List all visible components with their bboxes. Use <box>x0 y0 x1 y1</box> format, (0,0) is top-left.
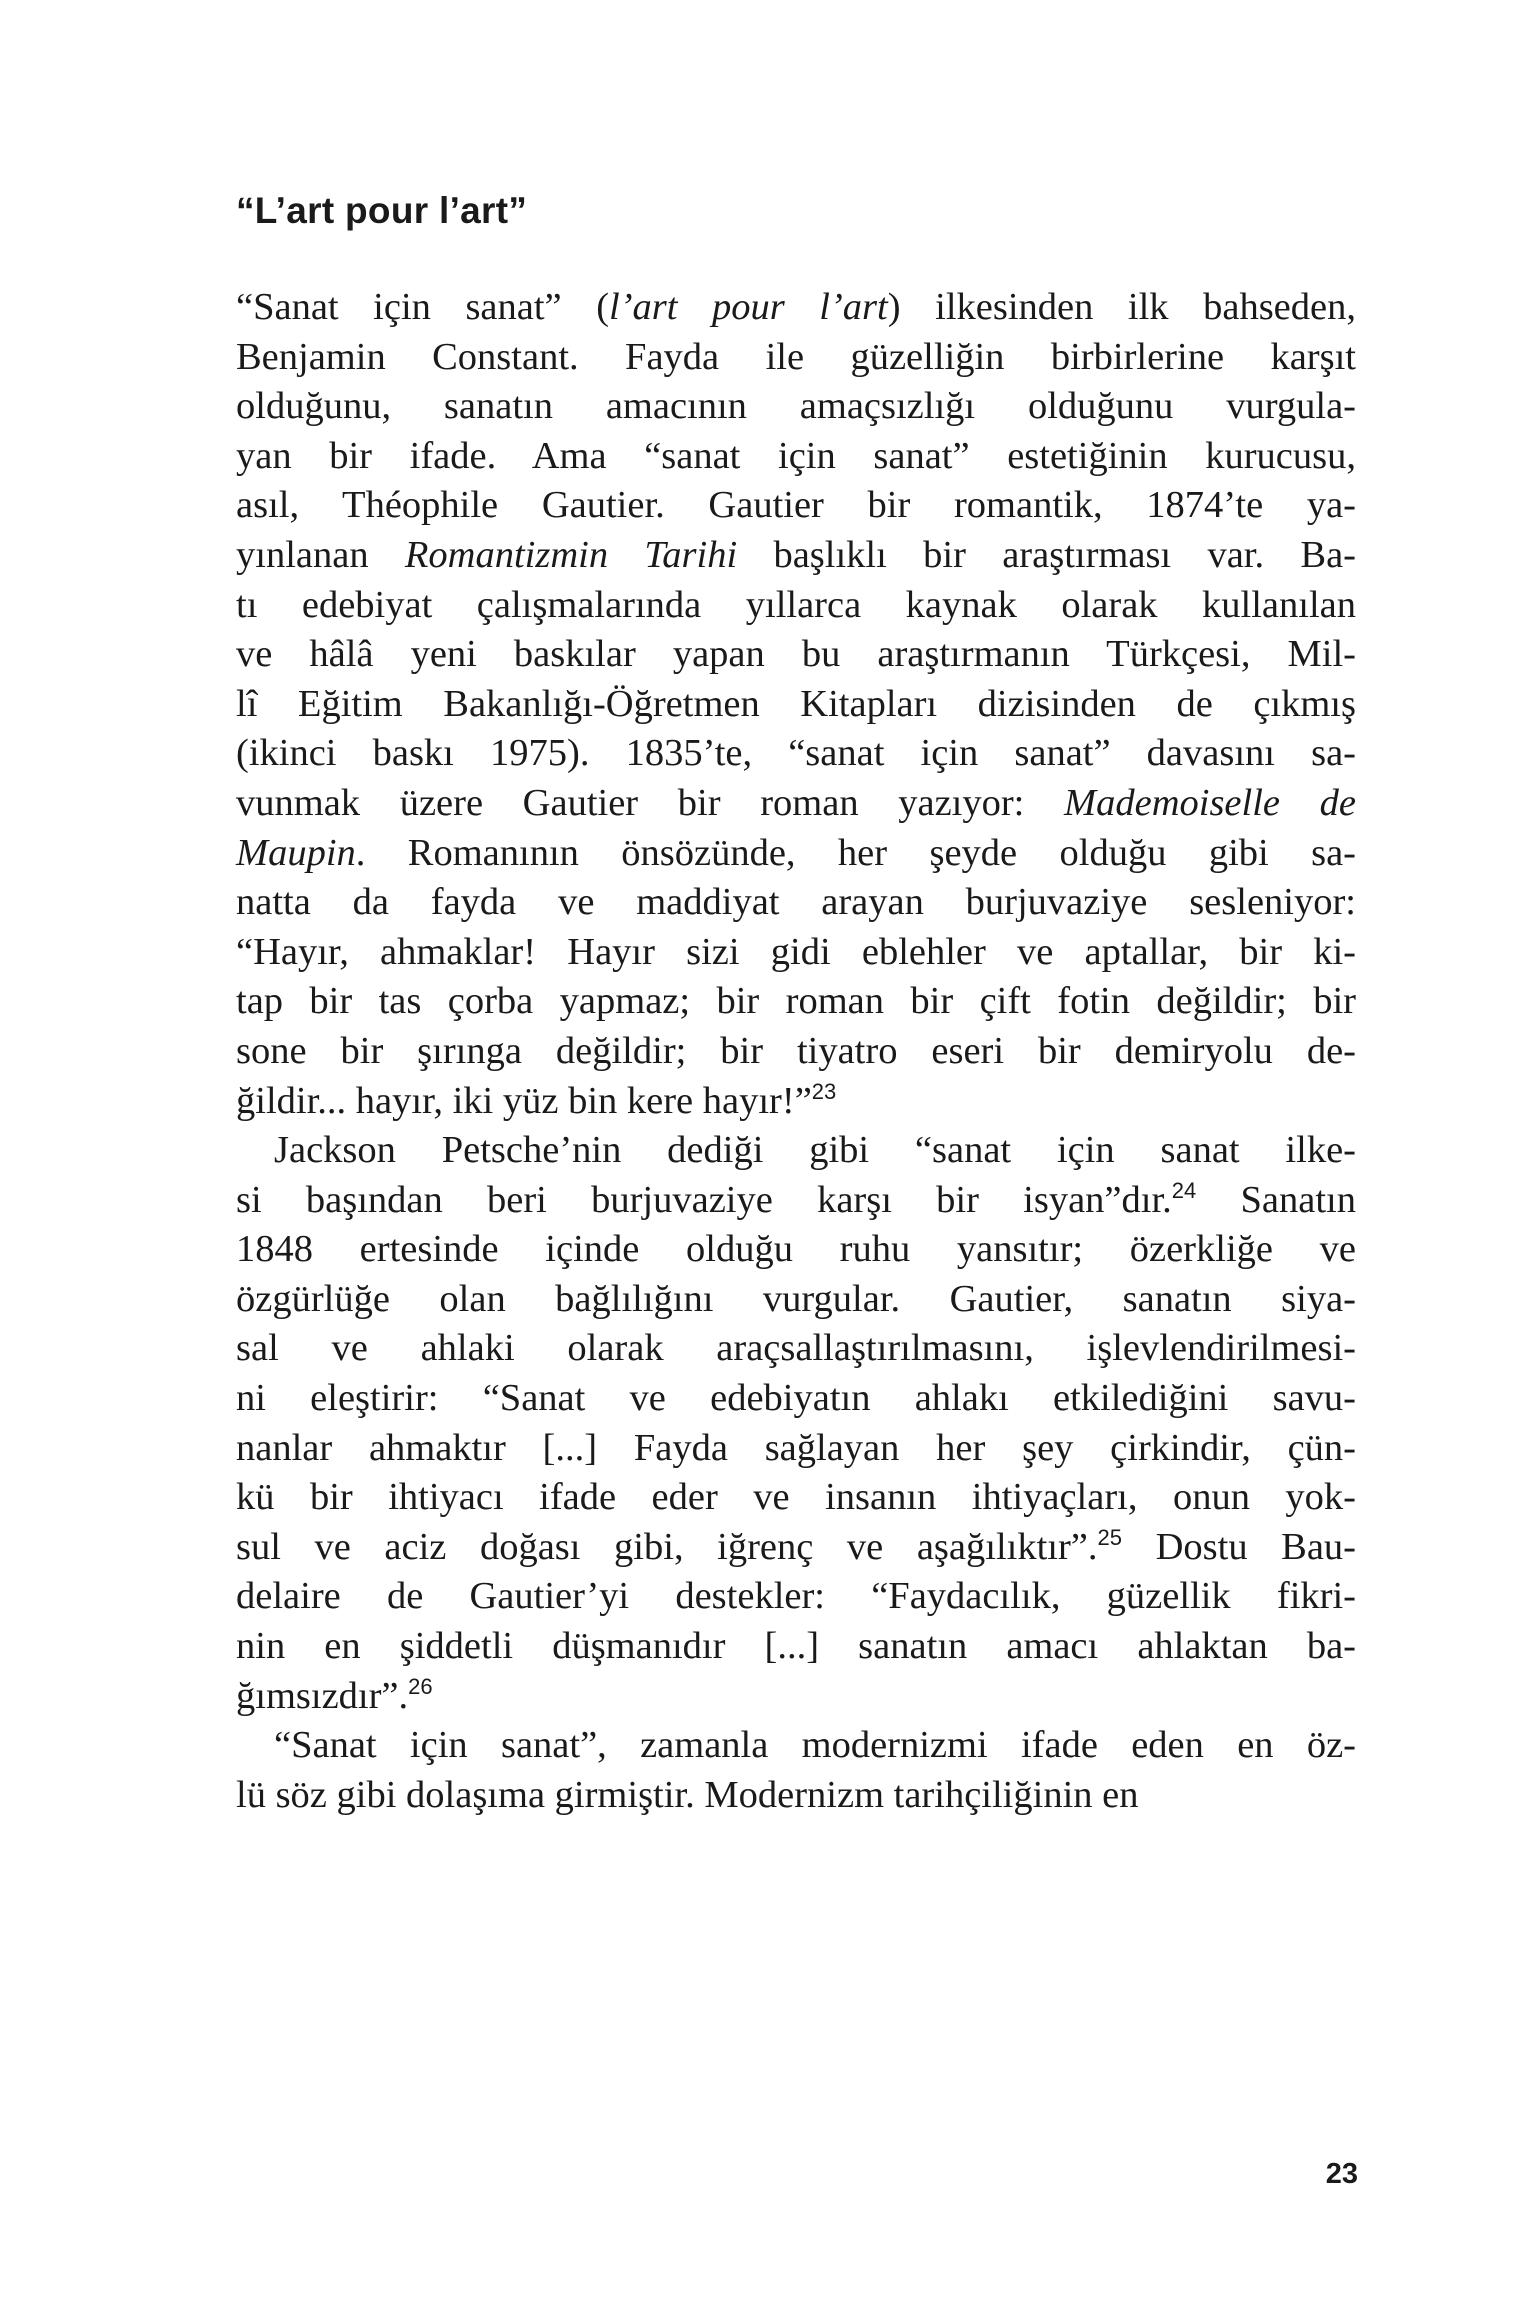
text-segment: özgürlüğe olan bağlılığını vurgular. Gautier, sanatın siya- <box>236 1277 1356 1320</box>
text-line <box>236 1374 1356 1424</box>
text-line <box>236 333 1356 383</box>
text-line <box>236 1672 1356 1722</box>
text-line <box>236 1324 1356 1374</box>
text-line <box>236 1225 1356 1275</box>
text-line <box>236 1077 1356 1127</box>
text-segment: . Romanının önsözünde, her şeyde olduğu gibi sa- <box>355 831 1356 874</box>
text-segment: Dostu Bau- <box>1122 1525 1356 1568</box>
text-line <box>236 432 1356 482</box>
body-text <box>236 283 1356 1820</box>
text-line <box>236 1771 1356 1821</box>
text-segment: 1848 ertesinde içinde olduğu ruhu yansıtır; özerkliğe ve <box>236 1228 1356 1271</box>
text-segment: delaire de Gautier’yi destekler: “Faydacılık, güzellik fikri- <box>236 1575 1356 1618</box>
text-line <box>236 1176 1356 1226</box>
text-segment: “Hayır, ahmaklar! Hayır sizi gidi eblehler ve aptallar, bir ki- <box>236 930 1356 973</box>
footnote-reference: 24 <box>1171 1177 1197 1203</box>
text-line <box>236 977 1356 1027</box>
text-segment: tı edebiyat çalışmalarında yıllarca kaynak olarak kullanılan <box>236 583 1356 626</box>
text-line <box>236 581 1356 631</box>
text-segment: ni eleştirir: “Sanat ve edebiyatın ahlakı etkilediğini savu- <box>236 1377 1356 1420</box>
paragraph <box>236 1126 1356 1721</box>
text-segment: sal ve ahlaki olarak araçsallaştırılmasını, işlevlendirilmesi- <box>236 1327 1356 1370</box>
text-line <box>236 829 1356 879</box>
text-segment: kü bir ihtiyacı ifade eder ve insanın ihtiyaçları, onun yok- <box>236 1476 1356 1519</box>
text-segment: yınlanan <box>236 533 405 576</box>
text-segment: Sanatın <box>1196 1178 1356 1221</box>
text-line <box>236 1473 1356 1523</box>
text-segment: lî Eğitim Bakanlığı-Öğretmen Kitapları dizisinden de çıkmış <box>236 682 1356 725</box>
text-segment: “Sanat için sanat”, zamanla modernizmi ifade eden en öz- <box>274 1724 1356 1767</box>
text-line <box>236 382 1356 432</box>
text-line <box>236 928 1356 978</box>
text-line <box>236 1523 1356 1573</box>
footnote-reference: 23 <box>811 1078 837 1104</box>
text-segment: vunmak üzere Gautier bir roman yazıyor: <box>236 781 1065 824</box>
text-line <box>236 1027 1356 1077</box>
text-segment: sone bir şırınga değildir; bir tiyatro eseri bir demiryolu de- <box>236 1029 1356 1072</box>
text-line <box>236 1721 1356 1771</box>
text-line <box>236 1424 1356 1474</box>
text-line <box>236 531 1356 581</box>
text-line <box>236 1275 1356 1325</box>
text-segment: Benjamin Constant. Fayda ile güzelliğin birbirlerine karşıt <box>236 335 1356 378</box>
text-line <box>236 1622 1356 1672</box>
text-line <box>236 779 1356 829</box>
text-segment: lü söz gibi dolaşıma girmiştir. Modernizm tarihçiliğinin en <box>236 1773 1139 1816</box>
text-line <box>236 1572 1356 1622</box>
text-segment: tap bir tas çorba yapmaz; bir roman bir çift fotin değildir; bir <box>236 980 1356 1023</box>
text-segment: Jackson Petsche’nin dediği gibi “sanat için sanat ilke- <box>274 1129 1356 1172</box>
italic-text: Romantizmin Tarihi <box>404 533 738 576</box>
text-line <box>236 1126 1356 1176</box>
text-line <box>236 630 1356 680</box>
text-line <box>236 729 1356 779</box>
text-segment: ) ilkesinden ilk bahseden, <box>887 286 1356 328</box>
text-line <box>236 481 1356 531</box>
text-line <box>236 283 1356 333</box>
text-line <box>236 878 1356 928</box>
italic-text: l’art pour l’art <box>609 286 888 328</box>
italic-text: Mademoiselle de <box>1064 781 1356 824</box>
text-segment: nin en şiddetli düşmanıdır [...] sanatın amacı ahlaktan ba- <box>236 1625 1356 1668</box>
text-segment: (ikinci baskı 1975). 1835’te, “sanat için sanat” davasını sa- <box>236 732 1356 775</box>
text-segment: ğildir... hayır, iki yüz bin kere hayır!” <box>236 1079 812 1122</box>
text-segment: yan bir ifade. Ama “sanat için sanat” estetiğinin kurucusu, <box>236 434 1356 477</box>
page-number: 23 <box>1325 2158 1358 2190</box>
text-segment: olduğunu, sanatın amacının amaçsızlığı olduğunu vurgula- <box>236 385 1356 428</box>
text-segment: ve hâlâ yeni baskılar yapan bu araştırmanın Türkçesi, Mil- <box>236 633 1356 676</box>
footnote-reference: 25 <box>1097 1524 1123 1550</box>
text-segment: başlıklı bir araştırması var. Ba- <box>737 533 1356 576</box>
text-segment: nanlar ahmaktır [...] Fayda sağlayan her şey çirkindir, çün- <box>236 1426 1356 1469</box>
footnote-reference: 26 <box>408 1673 433 1699</box>
text-segment: natta da fayda ve maddiyat arayan burjuvaziye sesleniyor: <box>236 881 1356 924</box>
italic-text: Maupin <box>236 831 356 874</box>
text-segment: “Sanat için sanat” ( <box>236 286 610 328</box>
text-segment: ğımsızdır”. <box>236 1674 409 1717</box>
text-line <box>236 680 1356 730</box>
paragraph <box>236 283 1356 1126</box>
text-segment: si başından beri burjuvaziye karşı bir isyan”dır. <box>236 1178 1172 1221</box>
text-segment: asıl, Théophile Gautier. Gautier bir romantik, 1874’te ya- <box>236 484 1356 527</box>
section-heading: “L’art pour l’art” <box>236 190 528 231</box>
text-segment: sul ve aciz doğası gibi, iğrenç ve aşağılıktır”. <box>236 1525 1098 1568</box>
paragraph <box>236 1721 1356 1820</box>
